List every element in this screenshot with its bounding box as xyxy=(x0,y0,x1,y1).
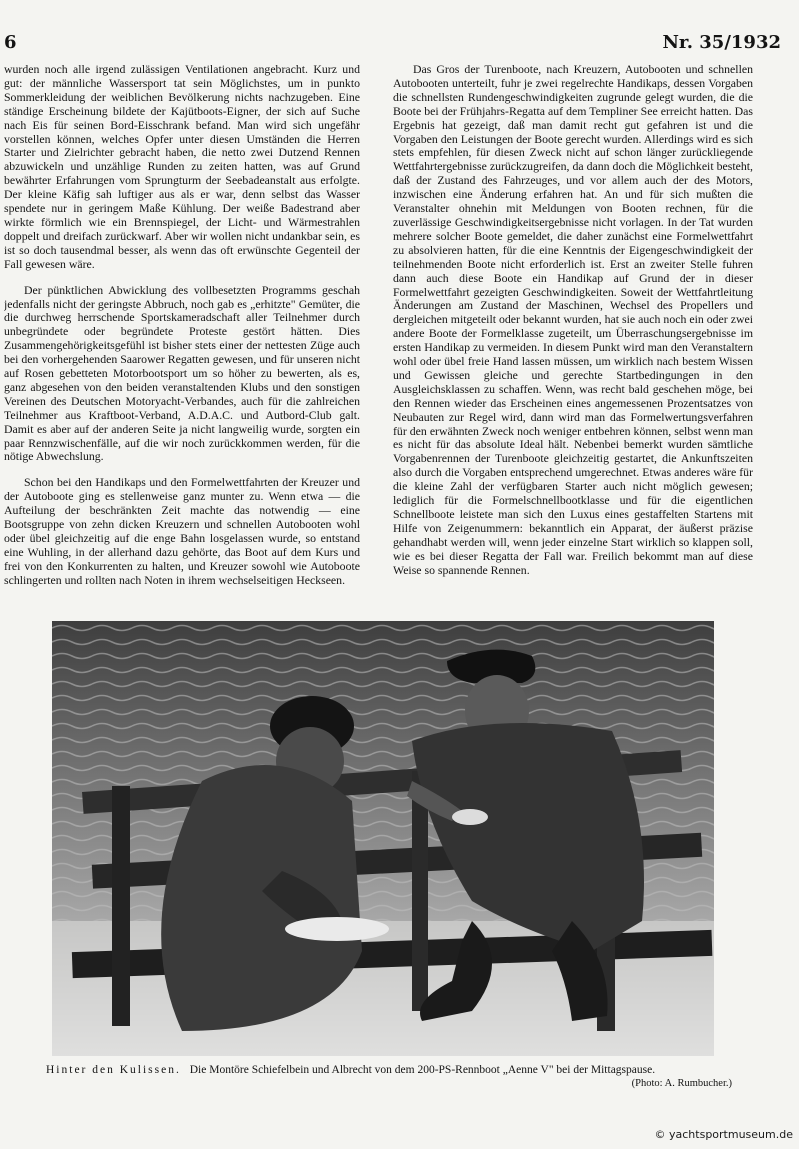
article-left-column xyxy=(4,63,360,598)
article-right-column xyxy=(393,63,753,598)
photo-credit: (Photo: A. Rumbucher.) xyxy=(631,1078,732,1089)
issue-number: Nr. 35/1932 xyxy=(662,32,781,53)
left-paragraph-3: Schon bei den Handikaps und den Formelwettfahrten der Kreuzer und der Autoboote ging es stellenweise ganz munter zu. Wenn etwa — die Aufteilung der beschränkten Zeit machte das notwendig — eine Bootsgruppe von zehn dicken Kreuzern und schnellen Autobooten wohl oder übel gleichzeitig auf die enge Bahn losgelassen wurde, so entstand eine Wuhling, in der allerhand dazu gehörte, das Boot auf dem Kurs und frei von den Konkurrenten zu halten, und Kreuzer sowohl wie Autoboote schlingerten und rollten nach Noten in ihrem wechselseitigen Heckseen. xyxy=(4,475,360,587)
photo-mechanics-lunch-break xyxy=(52,621,714,1056)
page-number: 6 xyxy=(4,32,18,53)
caption-text: Die Montöre Schiefelbein und Albrecht von dem 200-PS-Rennboot „Aenne V" bei der Mittagspause. xyxy=(189,1064,656,1076)
photo-caption xyxy=(46,1063,740,1091)
left-paragraph-2: Der pünktlichen Abwicklung des vollbesetzten Programms geschah jedenfalls nicht der geringste Abbruch, noch gab es „erhitzte" Gemüter, die die durchweg herrschende Sportskameradschaft aller Teilnehmer durch unbegründete oder begründete Proteste gestört hätten. Dies Zusammengehörigkeitsgefühl ist bisher stets einer der nettesten Züge auch bei den vorhergehenden Saarower Regatten gewesen, und für unseren nicht auf Rosen gebetteten Motorbootsport um so höher zu bewerten, als es, ganz abgesehen von den beiden veranstaltenden Klubs und den sonstigen Vereinen des Deutschen Motoryacht-Verbandes, auch für die zahlreichen Teilnehmer aus Kraftboot-Verband, A.D.A.C. und Autbord-Club galt. Damit es aber auf der anderen Seite ja nicht langweilig wurde, sorgten ein paar Rennzwischenfälle, auf die wir noch zurückkommen werden, für die nötige Abwechslung. xyxy=(4,282,360,464)
left-paragraph-1: wurden noch alle irgend zulässigen Ventilationen angebracht. Kurz und gut: der männliche Wassersport tat sein Möglichstes, um in punkto Sommerkleidung der weiblichen Bevölkerung nichts nachzugeben. Eine ständige Erscheinung bildete der Kajütboots-Eigner, der sich auf Suche nach Eis für seinen Bord-Eisschrank befand. Man wird sich ungefähr vorstellen können, welches Opfer unter diesen Umständen die Herren Starter und Zielrichter gebracht haben, die netto zwei Dutzend Rennen abzuwickeln und unzählige Runden zu zeiten hatten, was auf Grund bewährter Erfahrungen vom Sprungturm der Seebadeanstalt aus erfolgte. Der kleine Käfig sah luftiger aus als er war, denn selbst das Wasser spendete nur in geringem Maße Kühlung. Der weiße Badestrand aber wirkte förmlich wie ein Brennspiegel, der Licht- und Wärmestrahlen doppelt und dreifach zurückwarf. Aber wir wollen nicht undankbar sein, es ist so doch tausendmal besser, als wenn das oft erwünschte Gegenteil der Fall gewesen wäre. xyxy=(4,63,360,271)
museum-watermark: © yachtsportmuseum.de xyxy=(654,1128,793,1141)
caption-lead: Hinter den Kulissen. xyxy=(46,1064,181,1076)
right-paragraph-1: Das Gros der Turenboote, nach Kreuzern, Autobooten und schnellen Autobooten unterteilt, fuhr je zwei regelrechte Handikaps, dessen Vorgaben die schnellsten Rundengeschwindigkeiten zugrunde gelegt wurden, die die Boote bei der Frühjahrs-Regatta auf dem Templiner See erreicht hatten. Das Ergebnis hat gezeigt, daß man damit recht gut gefahren ist und die Vorgaben den Leistungen der Boote gerecht wurden. Allerdings wird es sich stets empfehlen, für diesen Zweck nicht auf schon länger zurückliegende Wettfahrtergebnisse zurückzugreifen, da dann doch die Möglichkeit besteht, daß der Zustand des Fahrzeuges, und vor allem auch der des Motors, inzwischen eine Änderung erfahren hat. An und für sich mußten die Veranstalter ohnehin mit Meldungen von Booten rechnen, für die zuverlässige Geschwindigkeitsergebnisse nicht vorlagen. In der Tat wurden mehrere solcher Boote gemeldet, die daher zunächst eine Formelwettfahrt zu absolvieren hatten, für die eine Kenntnis der Eigengeschwindigkeit der teilnehmenden Boote nicht erforderlich ist. Erst an zweiter Stelle fuhren dann auch diese Boote ein Handikap auf Grund der in dieser Formelwettfahrt gezeigten Geschwindigkeiten. Soweit der Wettfahrtleitung Änderungen am Zustand der Maschinen, Wechsel des Propellers und dergleichen mitgeteilt oder bekannt wurden, hat sie auch noch ein oder zwei andere Boote der Formelklasse zugeteilt, um Überraschungsergebnisse im ersten Handikap zu vermeiden. In diesem Punkt wird man den Veranstaltern wohl oder übel freie Hand lassen müssen, um wirklich nach bestem Wissen und Gewissen gleiche und gerechte Startbedingungen in den Ausgleichsklassen zu schaffen. Wenn, was recht bald geschehen möge, bei den Rennen wieder das Erscheinen eines angemessenen Prozentsatzes von Neubauten zur Regel wird, dann wird man das Formelwertungsverfahren für den erwähnten Zweck noch weniger entbehren können, selbst wenn man es nicht für das absolute Ideal hält. Nebenbei bemerkt wurden sämtliche Vorgabenrennen der Turenboote gleichzeitig gestartet, die Ankunftszeiten also durch die Vorgaben entsprechend umgerechnet. Etwas anderes wäre für die kleine Zahl der verfügbaren Starter auch nicht möglich gewesen; lediglich für die Formelschnellbootklasse und für die eigentlichen Schnellboote leistete man sich den Luxus eines gestaffelten Startens mit Hilfe von Zeigenummern: bekanntlich ein Apparat, der äußerst präzise gehandhabt werden will, wenn jeder einzelne Start wirklich so klappen soll, wie es bei dieser Regatta der Fall war. Freilich bekommt man auf diese Weise so spannende Rennen. xyxy=(393,63,753,577)
